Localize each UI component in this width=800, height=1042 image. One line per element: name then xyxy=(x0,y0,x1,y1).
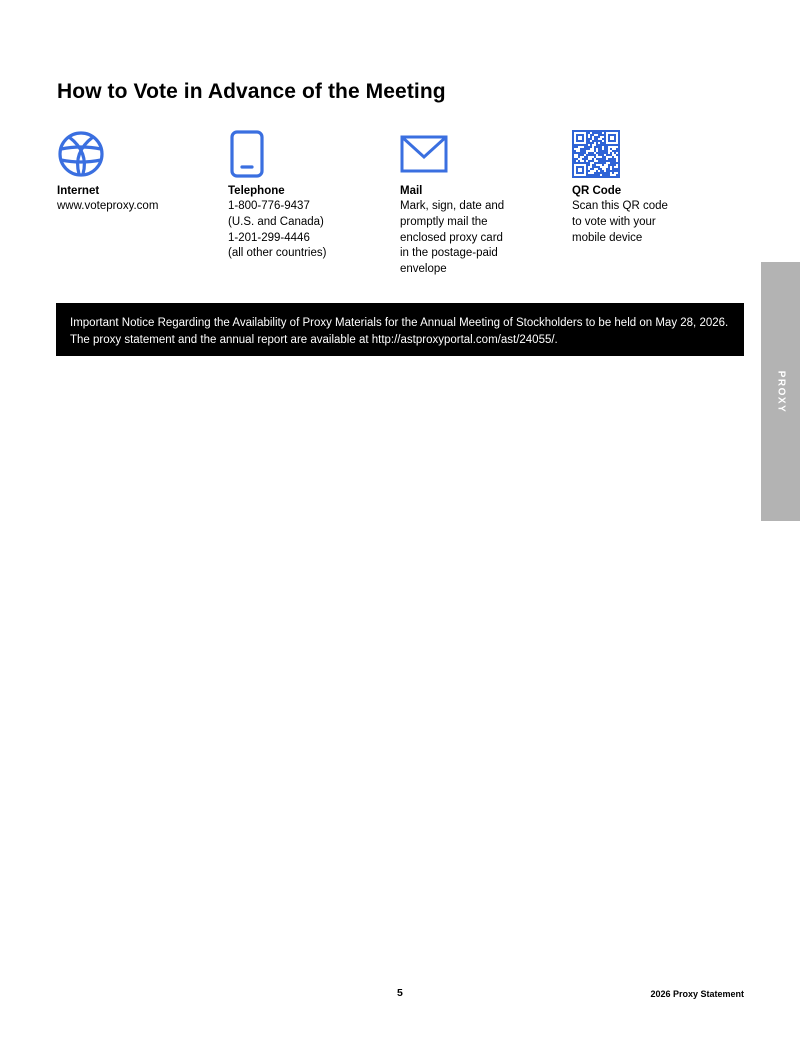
envelope-icon xyxy=(400,130,448,178)
vote-method-mail xyxy=(400,130,560,278)
phone-note-us: (U.S. and Canada) xyxy=(228,215,324,228)
method-label: Telephone xyxy=(228,185,285,197)
document-title: 2026 Proxy Statement xyxy=(650,989,744,999)
mobile-phone-icon xyxy=(228,130,276,178)
vote-method-qr xyxy=(572,130,732,246)
side-tab-label: PROXY xyxy=(775,370,786,414)
notice-text: Important Notice Regarding the Availability of Proxy Materials for the Annual Meeting of Stockholders to be held on May 28, 2026. The proxy statement and the annual report are available at http://astproxyportal.com/ast/24055/. xyxy=(70,317,729,346)
page-number: 5 xyxy=(397,987,403,999)
mail-instructions-line: Mark, sign, date and xyxy=(400,200,505,212)
important-notice-box xyxy=(56,303,744,356)
internet-url[interactable]: www.voteproxy.com xyxy=(57,200,159,212)
qr-instructions-line: Scan this QR code xyxy=(572,200,668,212)
page-title: How to Vote in Advance of the Meeting xyxy=(57,80,446,103)
mail-instructions-line: in the postage-paid xyxy=(400,247,498,260)
mail-instructions-line: envelope xyxy=(400,263,447,276)
phone-number-us: 1-800-776-9437 xyxy=(228,200,310,212)
phone-number-intl: 1-201-299-4446 xyxy=(228,231,310,244)
mail-instructions-line: promptly mail the xyxy=(400,215,488,228)
method-label: Internet xyxy=(57,185,100,197)
phone-note-intl: (all other countries) xyxy=(228,247,327,260)
vote-method-internet xyxy=(57,130,217,215)
qr-code-icon xyxy=(572,130,620,178)
method-label: Mail xyxy=(400,185,423,197)
mail-instructions-line: enclosed proxy card xyxy=(400,231,503,244)
qr-instructions-line: mobile device xyxy=(572,231,643,244)
globe-icon xyxy=(57,130,105,178)
qr-instructions-line: to vote with your xyxy=(572,215,656,228)
section-side-tab xyxy=(761,262,800,521)
method-label: QR Code xyxy=(572,185,622,197)
vote-method-telephone xyxy=(228,130,388,262)
